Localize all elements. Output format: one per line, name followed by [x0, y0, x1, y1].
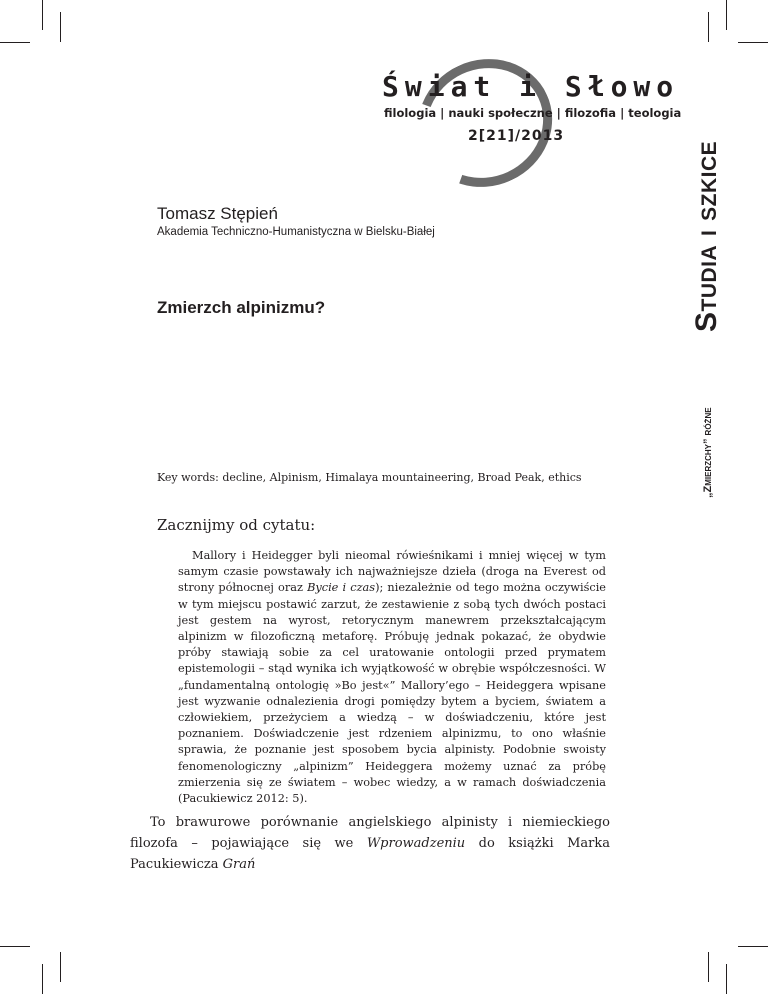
crop-mark — [60, 952, 61, 982]
crop-mark — [738, 42, 768, 43]
subsection-title: „Zmierzchy” różne — [702, 407, 714, 498]
crop-mark — [708, 952, 709, 982]
author-name: Tomasz Stępień — [157, 204, 278, 223]
crop-mark — [42, 0, 43, 30]
journal-issue: 2[21]/2013 — [468, 128, 565, 144]
logo-ring — [397, 37, 574, 209]
side-running-head — [690, 28, 730, 508]
article-title: Zmierzch alpinizmu? — [157, 298, 326, 317]
journal-logo — [372, 60, 682, 180]
keywords: Key words: decline, Alpinism, Himalaya mountaineering, Broad Peak, ethics — [157, 471, 582, 484]
block-quote — [178, 548, 606, 807]
crop-mark — [738, 946, 768, 947]
crop-mark — [726, 964, 727, 994]
crop-mark — [726, 0, 727, 30]
body-text — [130, 812, 610, 875]
crop-mark — [0, 42, 30, 43]
journal-subtitle: filologia | nauki społeczne | filozofia | teologia — [384, 106, 682, 120]
crop-mark — [42, 964, 43, 994]
quote-paragraph: Mallory i Heidegger byli nieomal rówieśnikami i mniej więcej w tym samym czasie powstawały ich najważniejsze dzieła (droga na Everest od strony północnej oraz Bycie i czas); niezależnie od tego można oczywiście w tym miejscu postawić zarzut, że zestawienie z sobą tych dwóch postaci jest gestem na wyrost, retorycznym manewrem przekształcającym alpinizm w filozoficzną metaforę. Próbuję jednak pokazać, że obydwie próby stawiają sobie za cel uratowanie ontologii przed prymatem epistemologii – stąd wynika ich wyjątkowość w obrębie współczesności. W „fundamentalną ontologię »Bo jest«” Mallory’ego – Heideggera wpisane jest wyzwanie odnalezienia drogi pomiędzy bytem a byciem, światem a człowiekiem, przeżyciem a wiedzą – w doświadczeniu, które jest poznaniem. Doświadczenie jest rdzeniem alpinizmu, to ono właśnie sprawia, że poznanie jest sposobem bycia alpinisty. Podobnie swoisty fenomenologiczny „alpinizm” Heideggera możemy uznać za próbę zmierzenia się ze światem – wobec wiedzy, a w ramach doświadczenia (Pacukiewicz 2012: 5). — [178, 549, 606, 806]
body-paragraph: To brawurowe porównanie angielskiego alpinisty i niemieckiego filozofa – pojawiające się we Wprowadzeniu do książki Marka Pacukiewicza Grań — [130, 815, 610, 872]
section-title: Studia i szkice — [690, 140, 723, 332]
journal-name: Świat i Słowo — [382, 70, 680, 103]
crop-mark — [0, 946, 30, 947]
author-affiliation: Akademia Techniczno-Humanistyczna w Bielsku-Białej — [157, 226, 435, 238]
lead-sentence: Zacznijmy od cytatu: — [157, 516, 316, 534]
crop-mark — [60, 12, 61, 42]
